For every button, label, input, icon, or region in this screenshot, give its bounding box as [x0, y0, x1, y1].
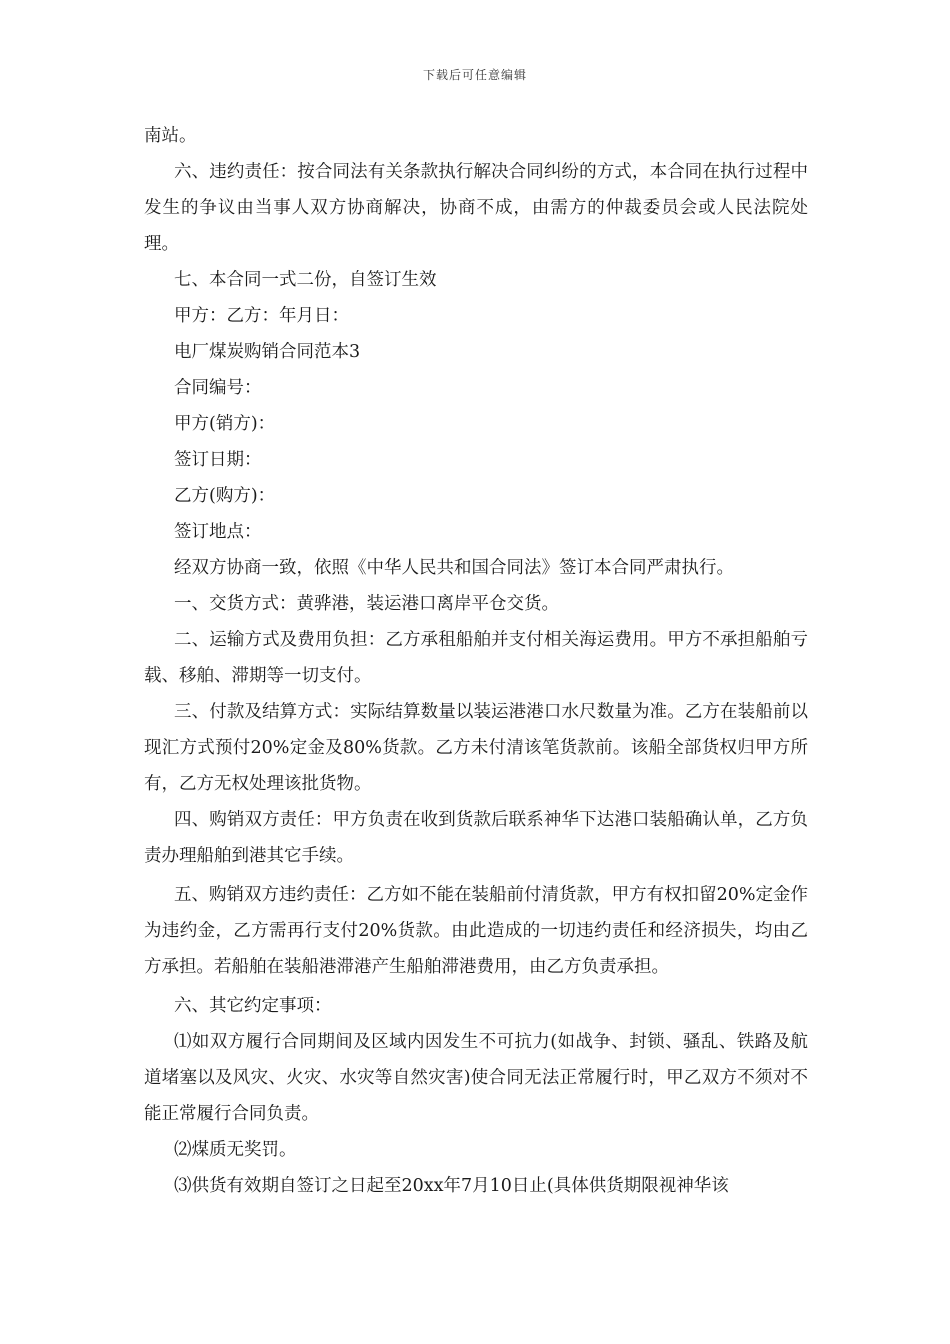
clause-other-heading: 六、其它约定事项： — [174, 996, 332, 1016]
field-party-a: 甲方(销方)： — [174, 414, 276, 434]
field-contract-number: 合同编号： — [174, 378, 262, 398]
paragraph-signatures: 甲方：乙方：年月日： — [174, 306, 349, 326]
document-body — [144, 118, 808, 1204]
paragraph-preamble: 经双方协商一致，依照《中华人民共和国合同法》签订本合同严肃执行。 — [174, 558, 734, 578]
clause-other-item-1: ⑴如双方履行合同期间及区域内因发生不可抗力(如战争、封锁、骚乱、铁路及航道堵塞以及风灾、火灾、水灾等自然灾害)使合同无法正常履行时，甲乙双方不须对不能正常履行合同负责。 — [144, 1032, 808, 1124]
clause-other-item-3: ⑶供货有效期自签订之日起至20xx年7月10日止(具体供货期限视神华该 — [174, 1176, 729, 1196]
contract-title: 电厂煤炭购销合同范本3 — [174, 342, 361, 362]
paragraph-copies: 七、本合同一式二份，自签订生效 — [174, 270, 437, 290]
clause-responsibilities: 四、购销双方责任：甲方负责在收到货款后联系神华下达港口装船确认单，乙方负责办理船舶到港其它手续。 — [144, 810, 808, 866]
field-sign-place: 签订地点： — [174, 522, 262, 542]
clause-payment: 三、付款及结算方式：实际结算数量以装运港港口水尺数量为准。乙方在装船前以现汇方式预付20%定金及80%货款。乙方未付清该笔货款前。该船全部货权归甲方所有，乙方无权处理该批货物。 — [144, 702, 808, 794]
paragraph-breach-liability: 六、违约责任：按合同法有关条款执行解决合同纠纷的方式，本合同在执行过程中发生的争议由当事人双方协商解决，协商不成，由需方的仲裁委员会或人民法院处理。 — [144, 162, 808, 254]
clause-transport: 二、运输方式及费用负担：乙方承租船舶并支付相关海运费用。甲方不承担船舶亏载、移舶、滞期等一切支付。 — [144, 630, 808, 686]
field-sign-date: 签订日期： — [174, 450, 262, 470]
clause-delivery: 一、交货方式：黄骅港，装运港口离岸平仓交货。 — [174, 594, 559, 614]
page-header-note: 下载后可任意编辑 — [422, 68, 527, 82]
clause-breach: 五、购销双方违约责任：乙方如不能在装船前付清货款，甲方有权扣留20%定金作为违约金，乙方需再行支付20%货款。由此造成的一切违约责任和经济损失，均由乙方承担。若船舶在装船港滞港产生船舶滞港费用，由乙方负责承担。 — [144, 885, 808, 977]
field-party-b: 乙方(购方)： — [174, 486, 276, 506]
paragraph-continuation: 南站。 — [144, 126, 197, 146]
clause-other-item-2: ⑵煤质无奖罚。 — [174, 1140, 297, 1160]
